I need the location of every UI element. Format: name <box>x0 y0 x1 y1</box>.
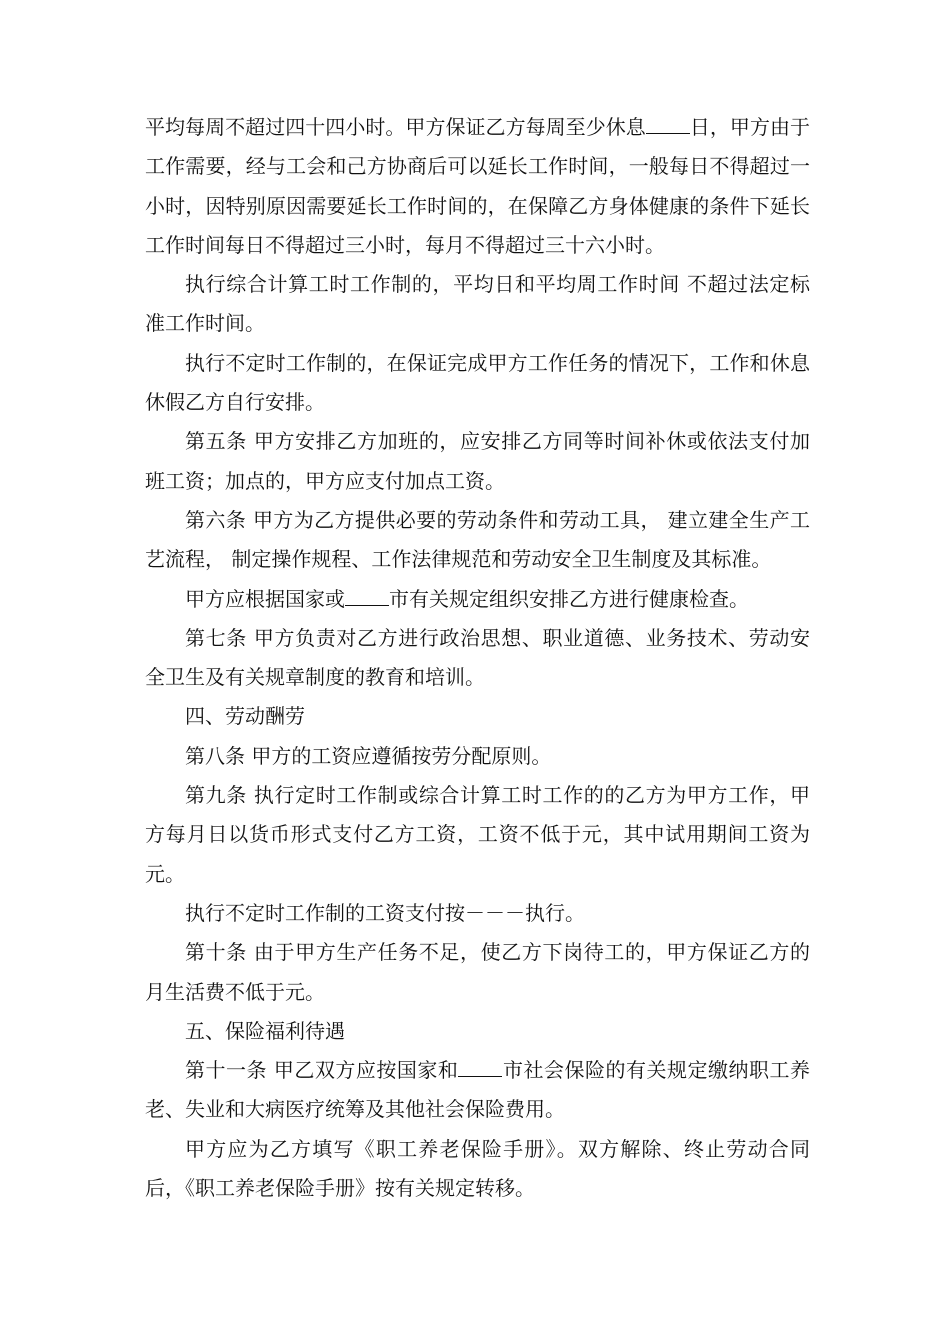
article-6: 第六条 甲方为乙方提供必要的劳动条件和劳动工具， 建立建全生产工艺流程， 制定操作规程、工作法律规范和劳动安全卫生制度及其标准。 <box>145 507 810 572</box>
paragraph-text: 甲方应根据国家或 <box>185 586 345 611</box>
article-5: 第五条 甲方安排乙方加班的，应安排乙方同等时间补休或依法支付加班工资；加点的，甲方应支付加点工资。 <box>145 429 810 493</box>
paragraph-text: 第十一条 甲乙双方应按国家和 <box>185 1058 459 1083</box>
paragraph-flexible-hours: 执行不定时工作制的，在保证完成甲方工作任务的情况下，工作和休息休假乙方自行安排。 <box>145 350 810 415</box>
section-heading-insurance: 五、保险福利待遇 <box>185 1018 345 1043</box>
paragraph-pension-handbook: 甲方应为乙方填写《职工养老保险手册》。双方解除、终止劳动合同后，《职工养老保险手册》按有关规定转移。 <box>145 1136 810 1201</box>
article-8: 第八条 甲方的工资应遵循按劳分配原则。 <box>185 743 552 768</box>
section-heading-remuneration: 四、劳动酬劳 <box>185 704 305 729</box>
article-11 <box>145 1051 810 1130</box>
blank-city <box>345 604 389 606</box>
paragraph-text: 日，甲方由于工作需要，经与工会和己方协商后可以延长工作时间，一般每日不得超过一小时，因特别原因需要延长工作时间的，在保障乙方身体健康的条件下延长工作时间每日不得超过三小时，每月不得超过三十六小时。 <box>145 115 811 257</box>
paragraph-weekly-hours <box>145 108 810 265</box>
paragraph-text: 市有关规定组织安排乙方进行健康检查。 <box>389 586 749 611</box>
paragraph-text: 平均每周不超过四十四小时。甲方保证乙方每周至少休息 <box>145 115 646 139</box>
blank-rest-days <box>646 132 690 134</box>
paragraph-health-check <box>145 580 810 619</box>
article-10: 第十条 由于甲方生产任务不足，使乙方下岗待工的，甲方保证乙方的月生活费不低于元。 <box>145 940 810 1004</box>
paragraph-text: 市社会保险的有关规定缴纳职工养老、失业和大病医疗统筹及其他社会保险费用。 <box>145 1058 811 1122</box>
article-7: 第七条 甲方负责对乙方进行政治思想、职业道德、业务技术、劳动安全卫生及有关规章制度的教育和培训。 <box>145 625 810 690</box>
document-body <box>145 108 810 1208</box>
article-9: 第九条 执行定时工作制或综合计算工时工作的的乙方为甲方工作，甲方每月日以货币形式支付乙方工资，工资不低于元，其中试用期间工资为元。 <box>145 783 810 886</box>
paragraph-flexible-pay: 执行不定时工作制的工资支付按－－－执行。 <box>185 900 585 925</box>
paragraph-comprehensive-hours: 执行综合计算工时工作制的，平均日和平均周工作时间 不超过法定标准工作时间。 <box>145 272 810 336</box>
blank-city <box>458 1075 502 1077</box>
